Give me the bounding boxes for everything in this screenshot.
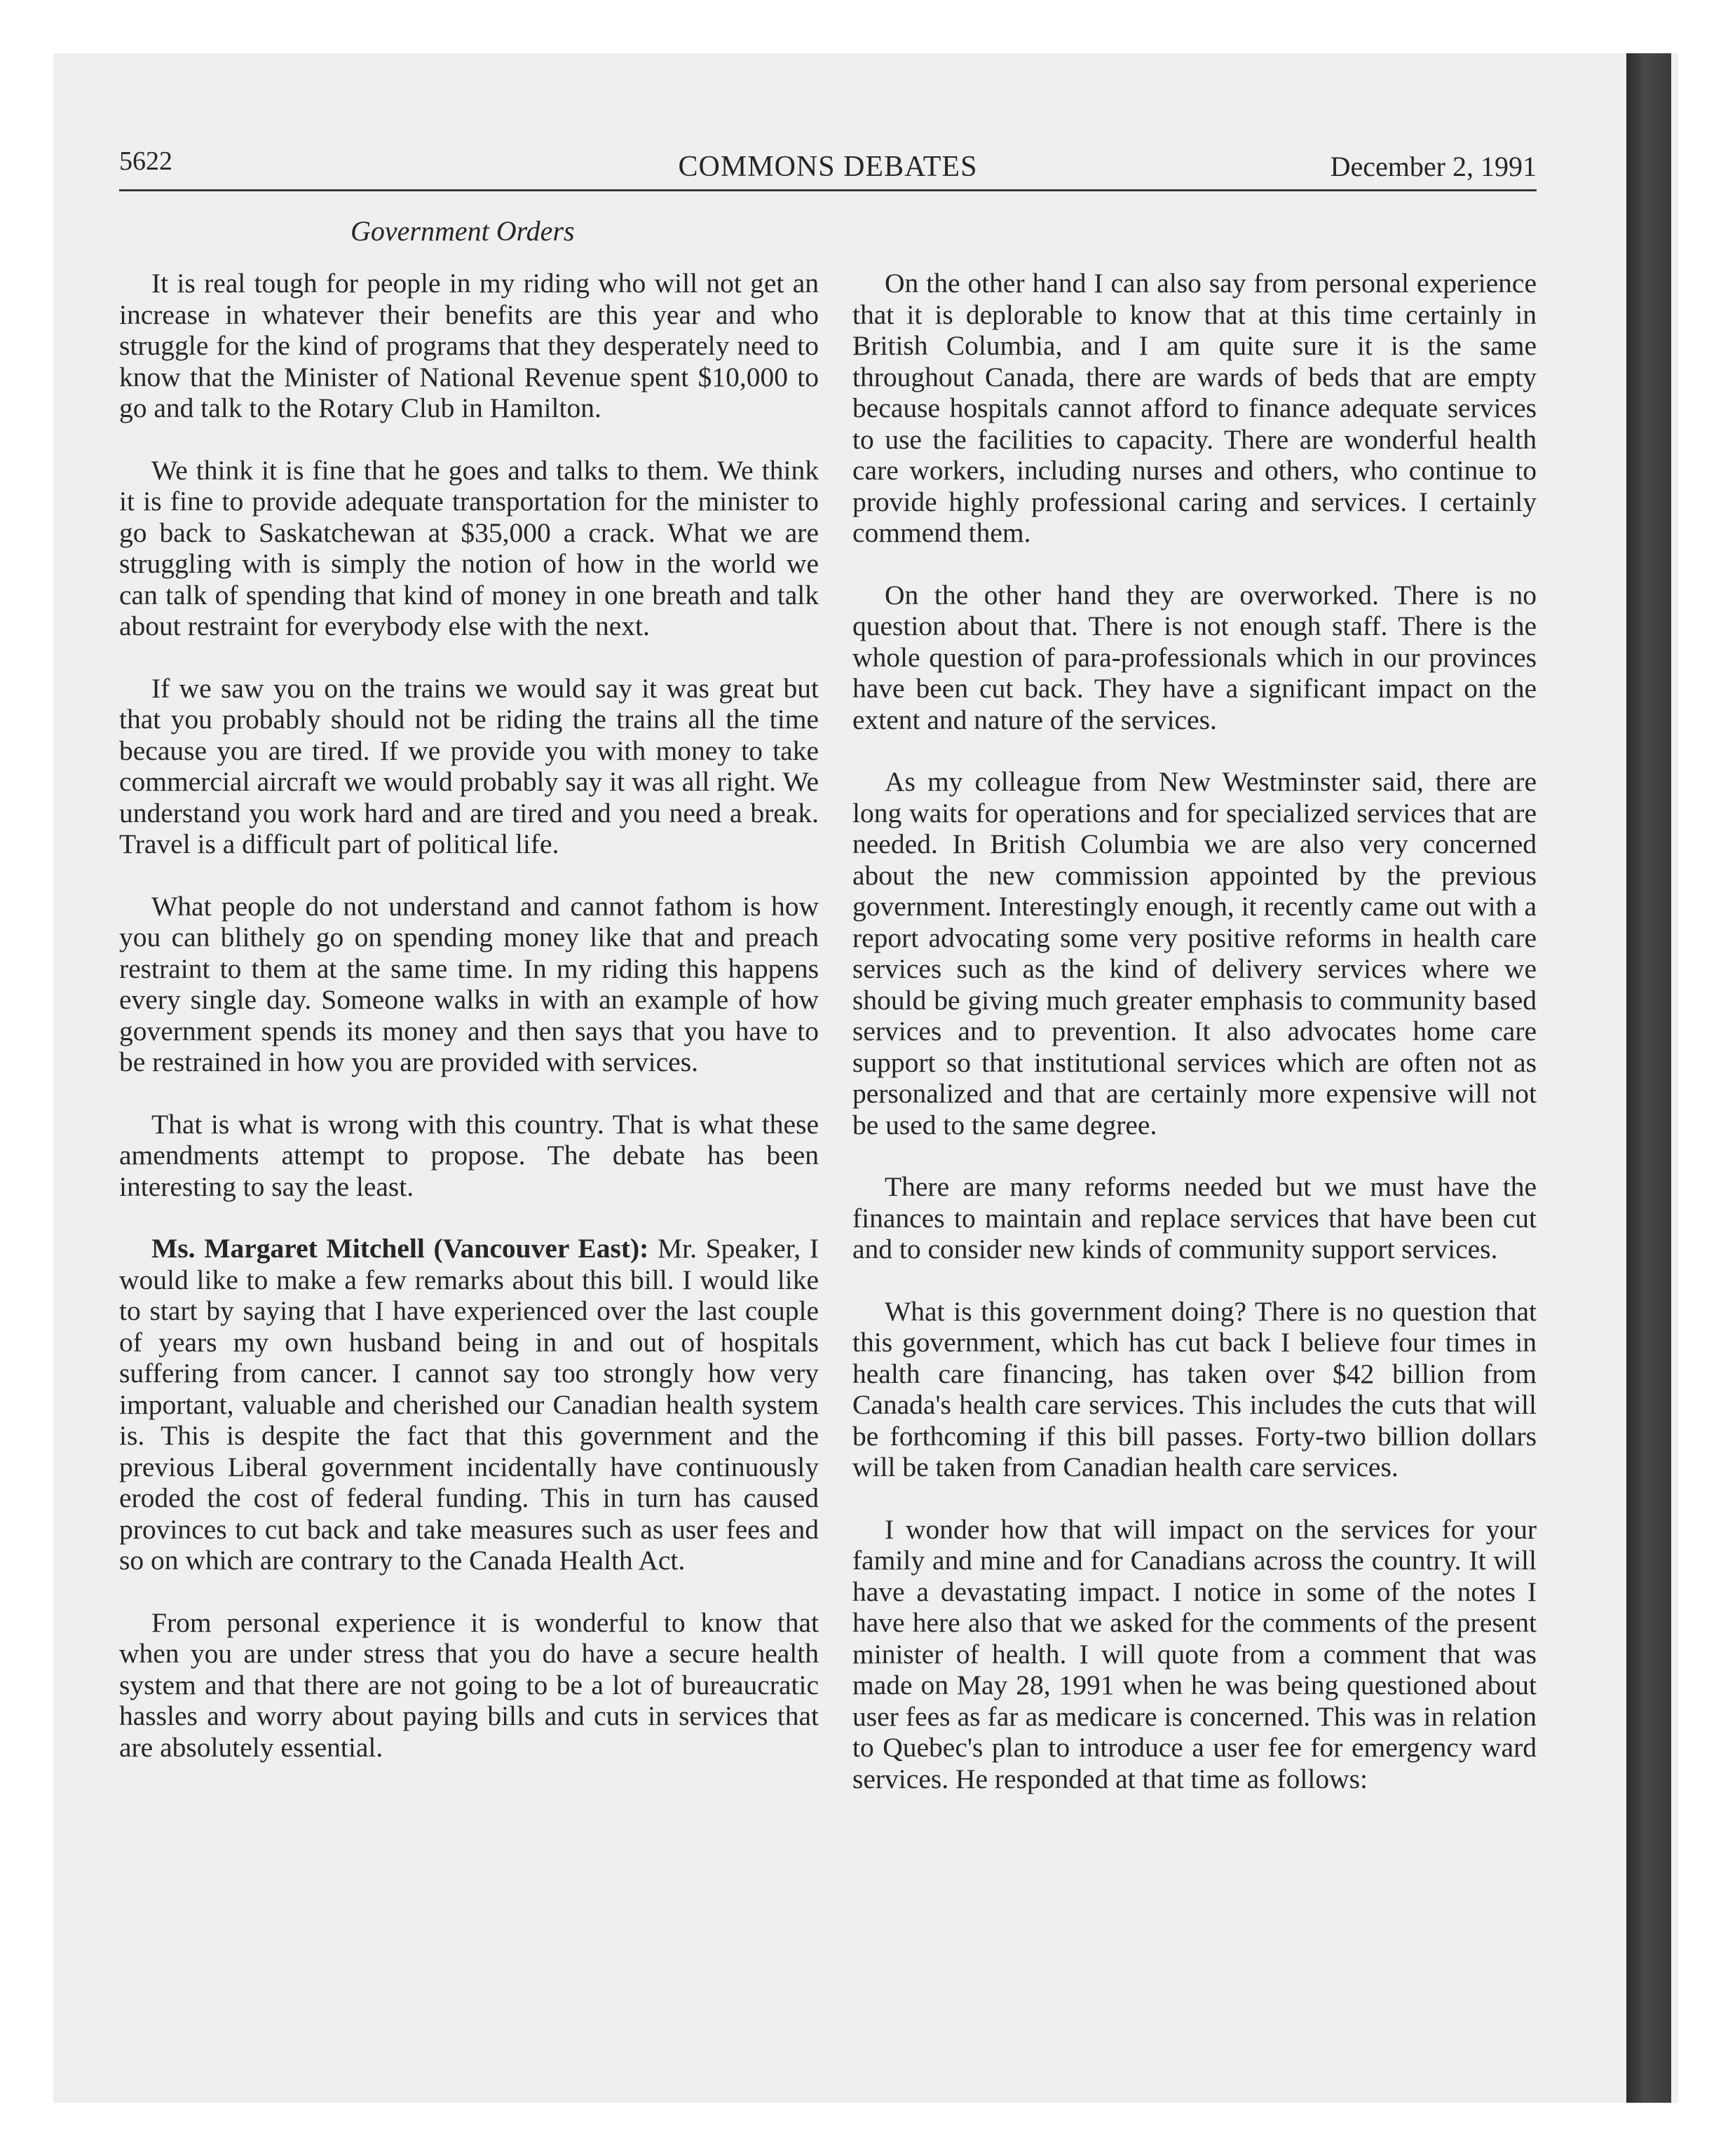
publication-title: COMMONS DEBATES <box>678 151 978 183</box>
left-column <box>119 268 819 1794</box>
paragraph: What is this government doing? There is no question that this government, which has cut back I believe four times in health care financing, has taken over $42 billion from Canada's health care services. This includes the cuts that will be forthcoming if this bill passes. Forty-two billion dollars will be taken from Canadian health care services. <box>852 1295 1537 1482</box>
scan-edge-shadow <box>1626 53 1671 2103</box>
paragraph: Ms. Margaret Mitchell (Vancouver East): Mr. Speaker, I would like to make a few remarks about this bill. I would like to start by saying that I have experienced over the last couple of years my own husband being in and out of hospitals suffering from cancer. I cannot say too strongly how very important, valuable and cherished our Canadian health system is. This is despite the fact that this government and the previous Liberal government incidentally have continuously eroded the cost of federal funding. This in turn has caused provinces to cut back and take measures such as user fees and so on which are contrary to the Canada Health Act. <box>119 1233 819 1576</box>
paragraph: There are many reforms needed but we must have the finances to maintain and replace services that have been cut and to consider new kinds of community support services. <box>852 1171 1537 1264</box>
publication-date: December 2, 1991 <box>1330 151 1537 182</box>
paragraph: It is real tough for people in my riding who will not get an increase in whatever their benefits are this year and who struggle for the kind of programs that they desperately need to know that the Minister of National Revenue spent $10,000 to go and talk to the Rotary Club in Hamilton. <box>119 268 819 423</box>
paragraph: On the other hand I can also say from personal experience that it is deplorable to know that at this time certainly in British Columbia, and I am quite sure it is the same throughout Canada, there are wards of beds that are empty because hospitals cannot afford to finance adequate services to use the facilities to capacity. There are wonderful health care workers, including nurses and others, who continue to provide highly professional caring and services. I certainly commend them. <box>852 268 1537 548</box>
page-header <box>119 140 1537 191</box>
paragraph: If we saw you on the trains we would say it was great but that you probably should not be riding the trains all the time because you are tired. If we provide you with money to take commercial aircraft we would probably say it was all right. We understand you work hard and are tired and you need a break. Travel is a difficult part of political life. <box>119 672 819 859</box>
paragraph: That is what is wrong with this country. That is what these amendments attempt to propose. The debate has been interesting to say the least. <box>119 1108 819 1202</box>
page-number: 5622 <box>119 146 172 176</box>
paragraph: On the other hand they are overworked. There is no question about that. There is not enough staff. There is the whole question of para-professionals which in our provinces have been cut back. They have a significant impact on the extent and nature of the services. <box>852 579 1537 735</box>
right-column <box>852 268 1537 1825</box>
paragraph: What people do not understand and cannot fathom is how you can blithely go on spending money like that and preach restraint to them at the same time. In my riding this happens every single day. Someone walks in with an example of how government spends its money and then says that you have to be restrained in how you are provided with services. <box>119 890 819 1077</box>
section-title: Government Orders <box>351 215 575 247</box>
paragraph: As my colleague from New Westminster said, there are long waits for operations and for specialized services that are needed. In British Columbia we are also very concerned about the new commission appointed by the previous government. Interestingly enough, it recently came out with a report advocating some very positive reforms in health care services such as the kind of delivery services where we should be giving much greater emphasis to community based services and to prevention. It also advocates home care support so that institutional services which are often not as personalized and that are certainly more expensive will not be used to the same degree. <box>852 766 1537 1140</box>
speaker-name: Ms. Margaret Mitchell (Vancouver East): <box>151 1233 649 1264</box>
paragraph: I wonder how that will impact on the services for your family and mine and for Canadians across the country. It will have a devastating impact. I notice in some of the notes I have here also that we asked for the comments of the present minister of health. I will quote from a comment that was made on May 28, 1991 when he was being questioned about user fees as far as medicare is concerned. This was in relation to Quebec's plan to introduce a user fee for emergency ward services. He responded at that time as follows: <box>852 1513 1537 1794</box>
paragraph: We think it is fine that he goes and talks to them. We think it is fine to provide adequate transportation for the minister to go back to Saskatchewan at $35,000 a crack. What we are struggling with is simply the notion of how in the world we can talk of spending that kind of money in one breath and talk about restraint for everybody else with the next. <box>119 454 819 641</box>
paragraph: From personal experience it is wonderful to know that when you are under stress that you do have a secure health system and that there are not going to be a lot of bureaucratic hassles and worry about paying bills and cuts in services that are absolutely essential. <box>119 1606 819 1763</box>
